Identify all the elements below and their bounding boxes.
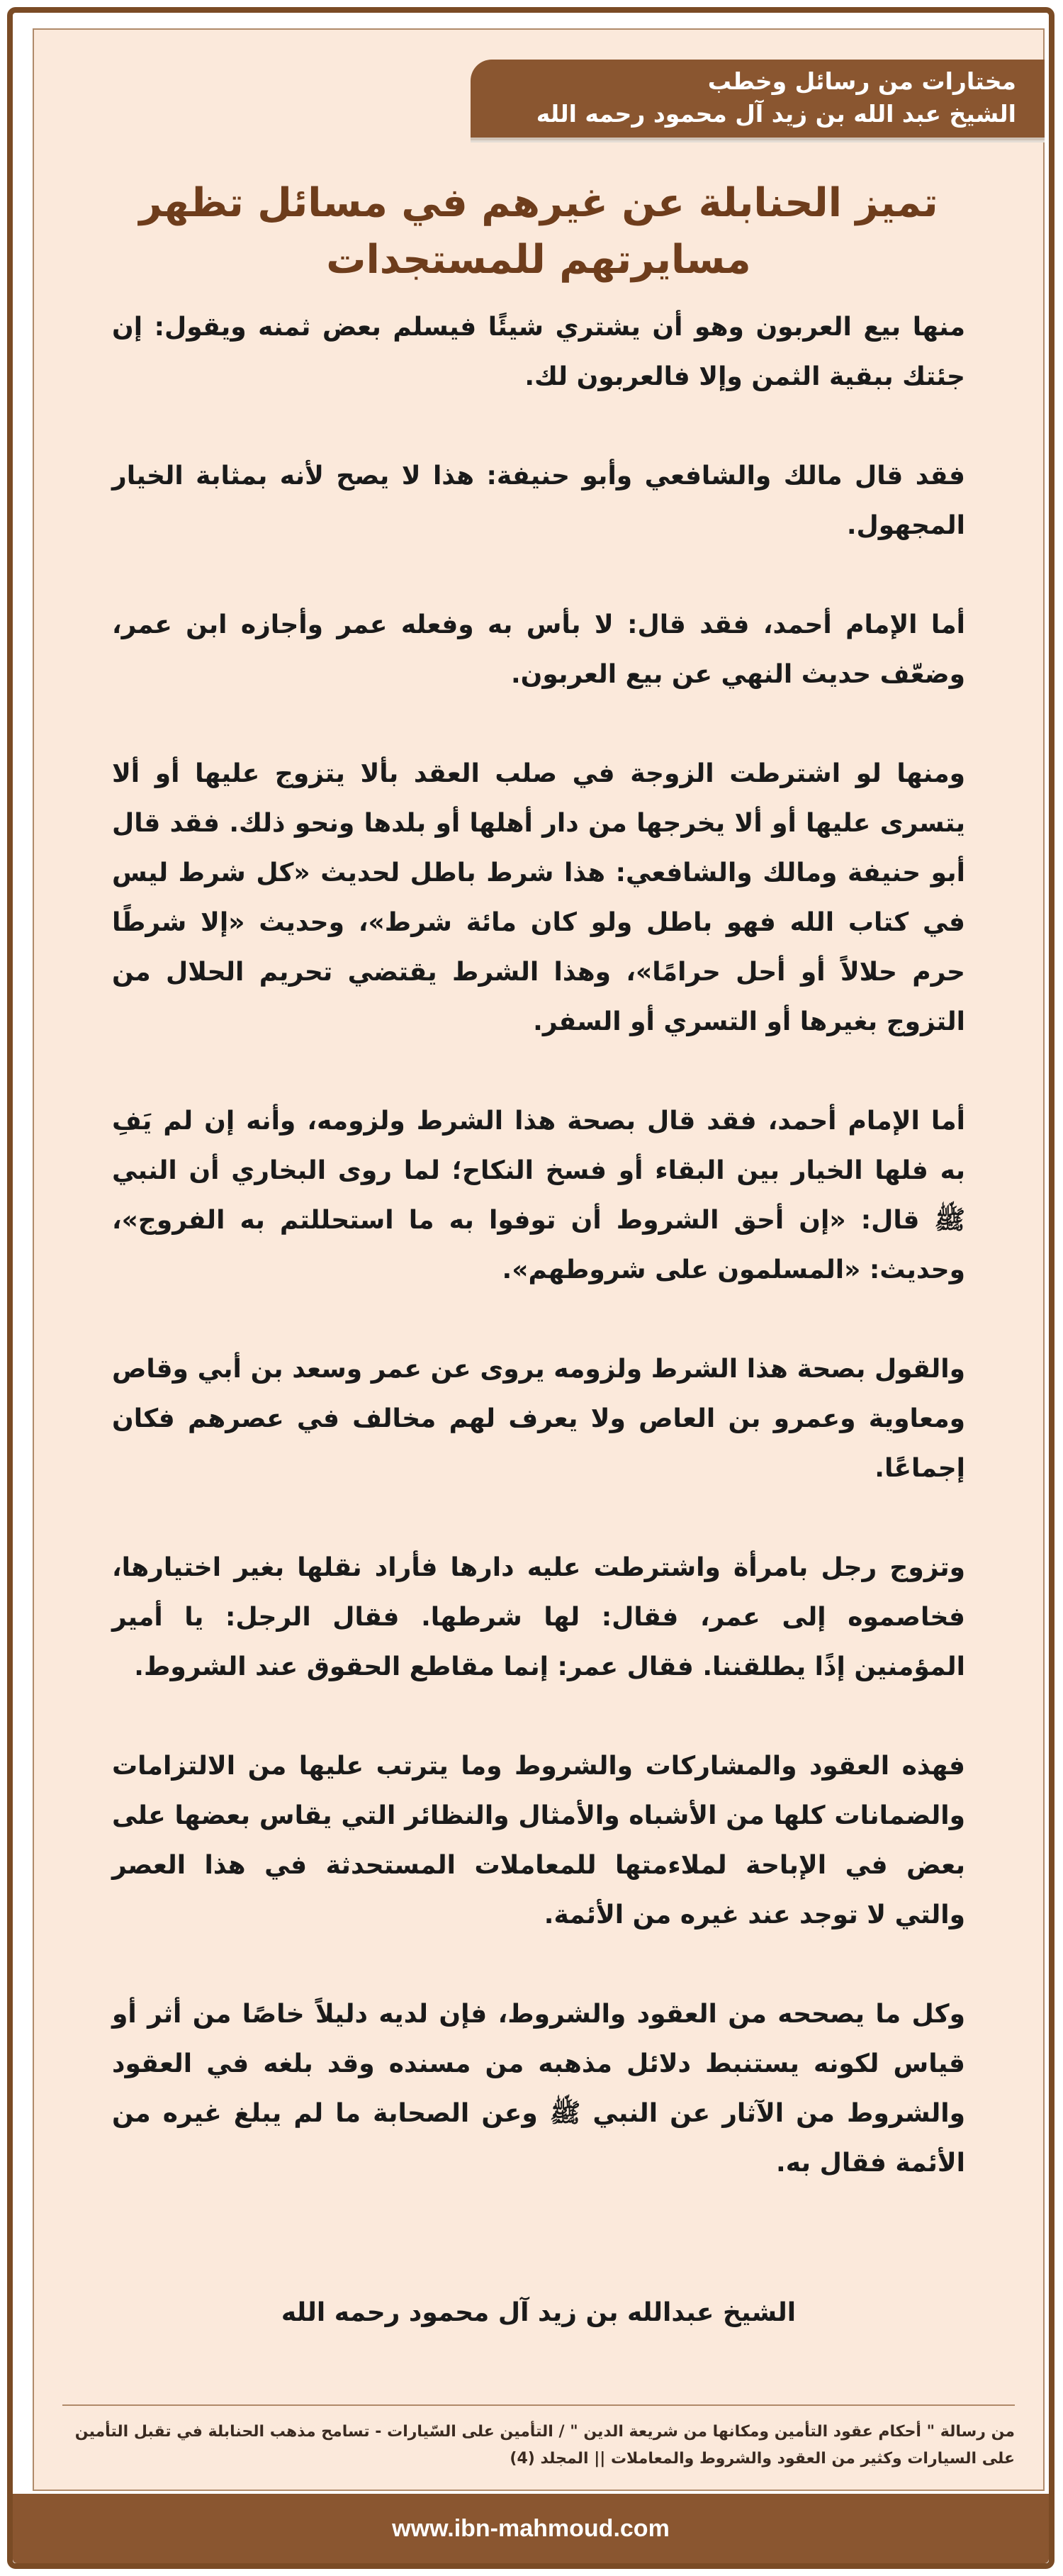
paragraph: ومنها لو اشترطت الزوجة في صلب العقد بألا يتزوج عليها أو ألا يتسرى عليها أو ألا يخرجها من دار أهلها أو بلدها ونحو ذلك. فقد قال أبو حنيفة ومالك والشافعي: هذا شرط باطل لحديث «كل شرط ليس في كتاب الله فهو باطل ولو كان مائة شرط»، وحديث «إلا شرطًا حرم حلالاً أو أحل حرامًا»، وهذا الشرط يقتضي تحريم الحلال من التزوج بغيرها أو التسري أو السفر. xyxy=(112,759,965,1036)
header-author-name: الشيخ عبد الله بن زيد آل محمود رحمه الله xyxy=(536,100,1016,128)
title-line-2: مسايرتهم للمستجدات xyxy=(326,237,751,283)
author-signature: الشيخ عبدالله بن زيد آل محمود رحمه الله xyxy=(281,2298,797,2327)
footer-bar xyxy=(13,2494,1049,2563)
paragraph: وكل ما يصححه من العقود والشروط، فإن لديه دليلاً خاصًا من أثر أو قياس لكونه يستنبط دلائل مذهبه من مسنده وقد بلغه في العقود والشروط من الآثار عن النبي ﷺ وعن الصحابة ما لم يبلغ غيره من الأئمة فقال به. xyxy=(112,2000,965,2178)
paragraph: فقد قال مالك والشافعي وأبو حنيفة: هذا لا يصح لأنه بمثابة الخيار المجهول. xyxy=(112,461,965,540)
page-title xyxy=(34,175,1043,289)
paragraph: والقول بصحة هذا الشرط ولزومه يروى عن عمر وسعد بن أبي وقاص ومعاوية وعمرو بن العاص ولا يعرف لهم مخالف في عصرهم فكان إجماعًا. xyxy=(112,1355,965,1483)
header-ribbon xyxy=(471,60,1045,138)
paragraph: وتزوج رجل بامرأة واشترطت عليه دارها فأراد نقلها بغير اختيارها، فخاصموه إلى عمر، فقال: لها شرطها. فقال الرجل: يا أمير المؤمنين إذًا يطلقننا. فقال عمر: إنما مقاطع الحقوق عند الشروط. xyxy=(112,1553,965,1681)
page-frame xyxy=(7,7,1054,2569)
source-citation xyxy=(62,2404,1015,2473)
title-line-1: تميز الحنابلة عن غيرهم في مسائل تظهر xyxy=(139,180,938,226)
content-panel xyxy=(33,28,1045,2491)
paragraph: فهذه العقود والمشاركات والشروط وما يترتب عليها من الالتزامات والضمانات كلها من الأشباه والأمثال والنظائر التي يقاس بعضها على بعض في الإباحة لملاءمتها للمعاملات المستحدثة في هذا العصر والتي لا توجد عند غيره من الأئمة. xyxy=(112,1752,965,1930)
source-line-2: على السيارات وكثير من العقود والشروط والمعاملات || المجلد (4) xyxy=(510,2450,1015,2468)
paragraph: منها بيع العربون وهو أن يشتري شيئًا فيسلم بعض ثمنه ويقول: إن جئتك ببقية الثمن وإلا فالعربون لك. xyxy=(112,313,965,391)
header-series-name: مختارات من رسائل وخطب xyxy=(707,67,1016,95)
paragraph: أما الإمام أحمد، فقد قال بصحة هذا الشرط ولزومه، وأنه إن لم يَفِ به فلها الخيار بين البقاء أو فسخ النكاح؛ لما روى البخاري أن النبي ﷺ قال: «إن أحق الشروط أن توفوا به ما استحللتم به الفروج»، وحديث: «المسلمون على شروطهم». xyxy=(112,1107,965,1284)
paragraph: أما الإمام أحمد، فقد قال: لا بأس به وفعله عمر وأجازه ابن عمر، وضعّف حديث النهي عن بيع العربون. xyxy=(112,610,965,689)
article-body xyxy=(112,303,965,2238)
source-line-1: من رسالة " أحكام عقود التأمين ومكانها من شريعة الدين " / التأمين على السّيارات - تسامح مذهب الحنابلة في تقبل التأمين xyxy=(74,2423,1015,2441)
website-link[interactable]: www.ibn-mahmoud.com xyxy=(392,2514,670,2542)
